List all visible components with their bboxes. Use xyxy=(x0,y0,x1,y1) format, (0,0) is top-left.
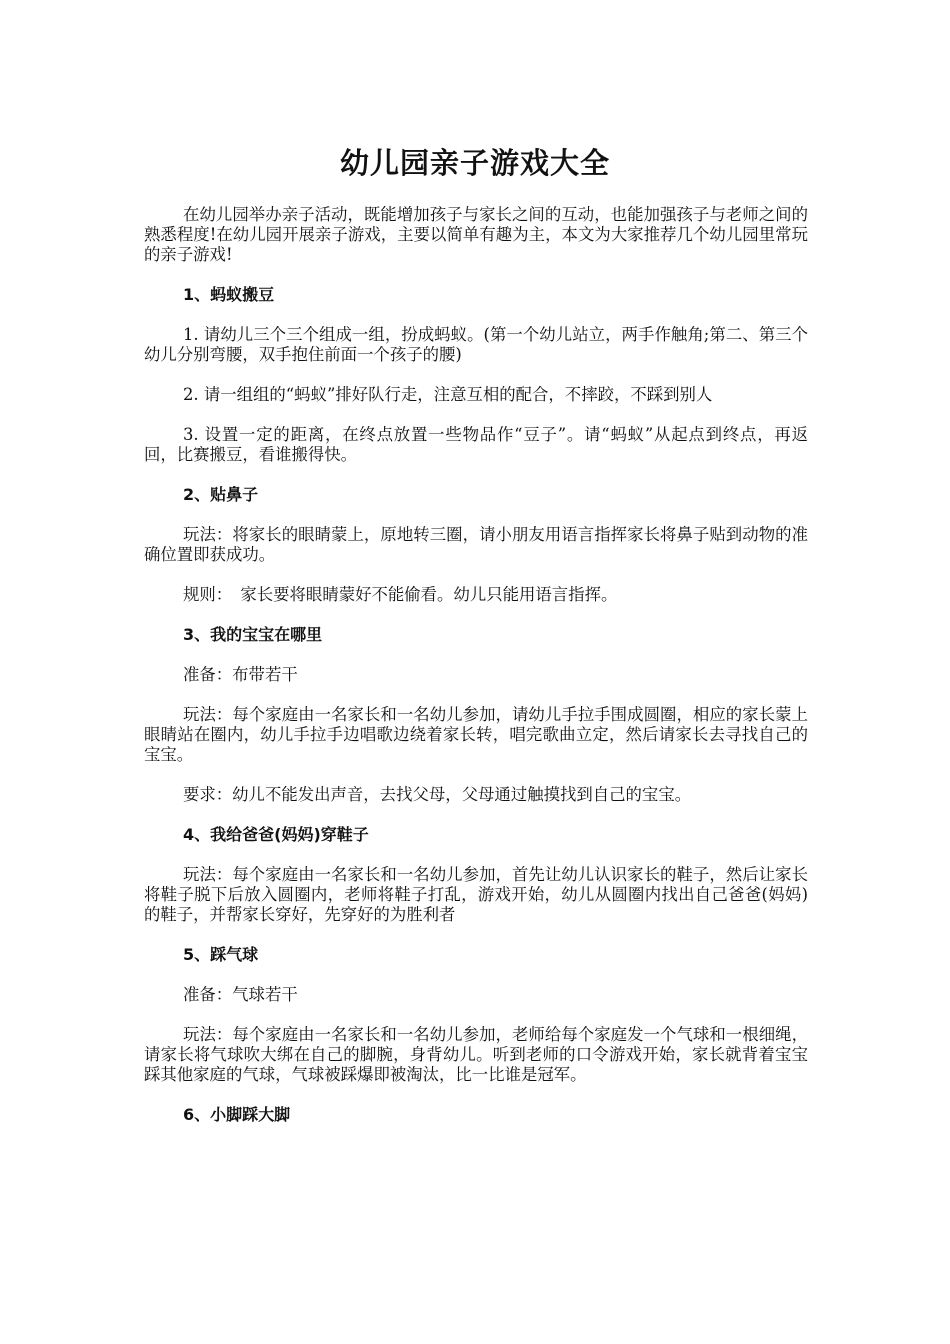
section-heading-feet: 6、小脚踩大脚 xyxy=(183,1105,291,1124)
paragraph: 玩法：将家长的眼睛蒙上，原地转三圈，请小朋友用语言指挥家长将鼻子贴到动物的准确位置即获成功。 xyxy=(144,525,808,564)
paragraph: 要求：幼儿不能发出声音，去找父母，父母通过触摸找到自己的宝宝。 xyxy=(183,785,692,804)
paragraph: 准备：气球若干 xyxy=(183,985,298,1004)
document-body xyxy=(144,205,808,1125)
section-heading-balloon: 5、踩气球 xyxy=(183,945,259,964)
paragraph: 3. 设置一定的距离，在终点放置一些物品作“豆子”。请“蚂蚁”从起点到终点，再返回，比赛搬豆，看谁搬得快。 xyxy=(144,425,808,464)
paragraph: 玩法：每个家庭由一名家长和一名幼儿参加，请幼儿手拉手围成圆圈，相应的家长蒙上眼睛站在圈内，幼儿手拉手边唱歌边绕着家长转，唱完歌曲立定，然后请家长去寻找自己的宝宝。 xyxy=(144,705,808,764)
section-heading-ant: 1、蚂蚁搬豆 xyxy=(183,285,275,304)
section-heading-baby: 3、我的宝宝在哪里 xyxy=(183,625,323,644)
paragraph: 2. 请一组组的“蚂蚁”排好队行走，注意互相的配合，不摔跤，不踩到别人 xyxy=(183,385,713,404)
paragraph: 准备：布带若干 xyxy=(183,665,298,684)
section-heading-nose: 2、贴鼻子 xyxy=(183,485,259,504)
paragraph: 规则： 家长要将眼睛蒙好不能偷看。幼儿只能用语言指挥。 xyxy=(183,585,618,604)
paragraph: 玩法：每个家庭由一名家长和一名幼儿参加，老师给每个家庭发一个气球和一根细绳，请家长将气球吹大绑在自己的脚腕，身背幼儿。听到老师的口令游戏开始，家长就背着宝宝踩其他家庭的气球，气球被踩爆即被淘汰，比一比谁是冠军。 xyxy=(144,1025,808,1084)
paragraph: 玩法：每个家庭由一名家长和一名幼儿参加，首先让幼儿认识家长的鞋子，然后让家长将鞋子脱下后放入圆圈内，老师将鞋子打乱，游戏开始，幼儿从圆圈内找出自己爸爸(妈妈)的鞋子，并帮家长穿好，先穿好的为胜利者 xyxy=(144,865,808,924)
section-heading-shoes: 4、我给爸爸(妈妈)穿鞋子 xyxy=(183,825,369,844)
intro-paragraph: 在幼儿园举办亲子活动，既能增加孩子与家长之间的互动，也能加强孩子与老师之间的熟悉程度!在幼儿园开展亲子游戏，主要以简单有趣为主，本文为大家推荐几个幼儿园里常玩的亲子游戏! xyxy=(144,205,808,264)
document-title: 幼儿园亲子游戏大全 xyxy=(339,146,610,180)
paragraph: 1. 请幼儿三个三个组成一组，扮成蚂蚁。(第一个幼儿站立，两手作触角;第二、第三个幼儿分别弯腰，双手抱住前面一个孩子的腰) xyxy=(144,325,808,364)
